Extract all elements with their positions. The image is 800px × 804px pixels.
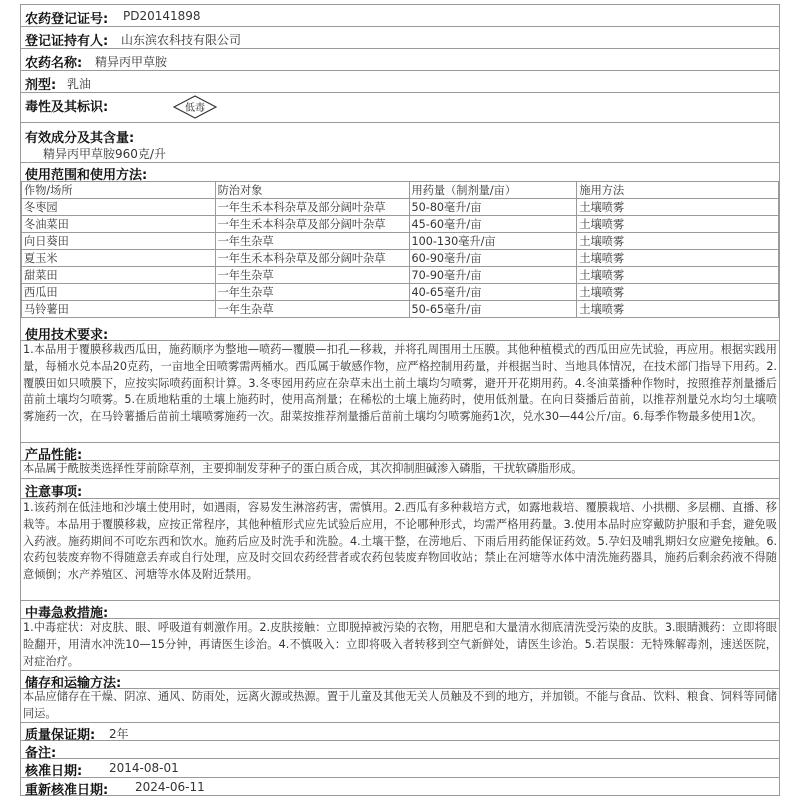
cell-target: 一年生禾本科杂草及部分阔叶杂草 [215, 199, 409, 216]
table-row [22, 250, 779, 267]
warranty-value: 2年 [109, 727, 129, 741]
cell-dosage: 60-90毫升/亩 [409, 250, 577, 267]
usage-table-header-row [22, 182, 779, 199]
cell-crop: 夏玉米 [22, 250, 216, 267]
technical-label: 使用技术要求: [25, 328, 109, 343]
cell-target: 一年生禾本科杂草及部分阔叶杂草 [215, 250, 409, 267]
performance-header-row [21, 443, 779, 461]
table-row [22, 284, 779, 301]
storage-body-row [21, 689, 779, 723]
cell-dosage: 50-65毫升/亩 [409, 301, 577, 318]
precautions-label: 注意事项: [25, 485, 83, 500]
cell-crop: 冬枣园 [22, 199, 216, 216]
form-row [21, 71, 779, 93]
performance-text: 本品属于酰胺类选择性芽前除草剂，主要抑制发芽种子的蛋白质合成，其次抑制胆碱渗入磷脂，干扰软磷脂形成。 [23, 462, 583, 475]
approve-date-row [21, 759, 779, 778]
performance-label: 产品性能: [25, 448, 83, 463]
usage-header-method: 施用方法 [577, 182, 779, 199]
cell-crop: 甜菜田 [22, 267, 216, 284]
cell-crop: 向日葵田 [22, 233, 216, 250]
cell-target: 一年生杂草 [215, 267, 409, 284]
cell-target: 一年生杂草 [215, 301, 409, 318]
ingredient-value: 精异丙甲草胺960克/升 [43, 147, 166, 161]
cell-dosage: 40-65毫升/亩 [409, 284, 577, 301]
toxicity-row [21, 93, 779, 123]
table-row [22, 233, 779, 250]
reapprove-date-row [21, 778, 779, 796]
cert-no-value: PD20141898 [123, 9, 201, 23]
table-row [22, 216, 779, 233]
first-aid-label: 中毒急救措施: [25, 606, 109, 621]
holder-row [21, 27, 779, 49]
reapprove-date-label: 重新核准日期: [25, 783, 109, 798]
usage-header-dosage: 用药量（制剂量/亩） [409, 182, 577, 199]
first-aid-text: 1.中毒症状：对皮肤、眼、呼吸道有刺激作用。2.皮肤接触：立即脱掉被污染的衣物，用肥皂和大量清水彻底清洗受污染的皮肤。3.眼睛溅药：立即将眼睑翻开，用清水冲洗10—15分钟，再请医生诊治。4.不慎吸入：立即将吸入者转移到空气新鲜处，请医生诊治。5.若误服：无特殊解毒剂，速送医院，对症治疗。 [23, 621, 777, 668]
remark-label: 备注: [25, 746, 57, 761]
toxicity-label: 毒性及其标识: [25, 100, 109, 115]
storage-text: 本品应储存在干燥、阴凉、通风、防雨处，远离火源或热源。置于儿童及其他无关人员触及不到的地方，并加锁。不能与食品、饮料、粮食、饲料等同储同运。 [23, 690, 777, 720]
cell-crop: 冬油菜田 [22, 216, 216, 233]
usage-label: 使用范围和使用方法: [25, 168, 148, 183]
usage-table [21, 181, 779, 318]
pesticide-registration-document [20, 4, 780, 796]
precautions-text: 1.该药剂在低洼地和沙壤土使用时，如遇雨，容易发生淋溶药害，需慎用。2.西瓜有多种栽培方式，如露地栽培、覆膜栽培、小拱棚、多层棚、直播、移栽等。本品用于覆膜移栽，应按正常程序，其他种植形式应先试验后应用，不论哪种形式，均需严格用药量。3.使用本品时应穿戴防护服和手套，避免吸入药液。施药期间不可吃东西和饮水。施药后应及时洗手和洗脸。4.土壤干整，在涝地后、下雨后用药能保证药效。5.孕妇及哺乳期妇女应避免接触。6.农药包装废弃物不得随意丢弃或自行处理，应及时交回农药经营者或农药包装废弃物回收站；禁止在河塘等水体中清洗施药器具，施药后剩余药液不得随意倾倒；水产养殖区、河塘等水体及附近禁用。 [23, 501, 777, 582]
approve-date-value: 2014-08-01 [109, 761, 179, 775]
cell-dosage: 45-60毫升/亩 [409, 216, 577, 233]
cell-target: 一年生禾本科杂草及部分阔叶杂草 [215, 216, 409, 233]
cell-target: 一年生杂草 [215, 233, 409, 250]
approve-date-label: 核准日期: [25, 764, 83, 779]
first-aid-body-row [21, 619, 779, 671]
technical-text: 1.本品用于覆膜移栽西瓜田，施药顺序为整地—喷药—覆膜—扣孔—移栽，并将孔周围用土压膜。其他种植模式的西瓜田应先试验，再应用。根据实践用量，每桶水兑本品20克药，一亩地全田喷雾需两桶水。西瓜属于敏感作物，应严格控制用药量，并根据当时、当地具体情况，在技术部门指导下用药。2.覆膜田如只喷膜下，应按实际喷药面积计算。3.冬枣园用药应在杂草未出土前土壤均匀喷雾，避开开花期用药。4.冬油菜播种作物时，按照推荐剂量播后苗前土壤均匀喷雾。5.在质地粘重的土壤上施药时，使用高剂量；在稀松的土壤上施药时，使用低剂量。在向日葵播后苗前，以推荐剂量兑水均匀土壤喷雾施药一次，在马铃薯播后苗前土壤喷雾施药一次。甜菜按推荐剂量播后苗前土壤均匀喷雾施药1次，兑水30—44公斤/亩。6.每季作物最多使用1次。 [23, 343, 777, 424]
form-value: 乳油 [67, 77, 92, 91]
remark-row [21, 741, 779, 759]
ingredient-row [21, 123, 779, 163]
cell-crop: 马铃薯田 [22, 301, 216, 318]
form-label: 剂型: [25, 78, 57, 93]
cell-method: 土壤喷雾 [577, 233, 779, 250]
cell-method: 土壤喷雾 [577, 284, 779, 301]
usage-row [21, 163, 779, 181]
precautions-header-row [21, 479, 779, 499]
warranty-label: 质量保证期: [25, 728, 96, 743]
name-row [21, 49, 779, 71]
precautions-body-row [21, 499, 779, 601]
first-aid-header-row [21, 601, 779, 619]
table-row [22, 301, 779, 318]
cell-method: 土壤喷雾 [577, 216, 779, 233]
cell-target: 一年生杂草 [215, 284, 409, 301]
ingredient-label: 有效成分及其含量: [25, 131, 135, 146]
usage-header-target: 防治对象 [215, 182, 409, 199]
cell-method: 土壤喷雾 [577, 301, 779, 318]
cert-no-row [21, 5, 779, 27]
cell-dosage: 100-130毫升/亩 [409, 233, 577, 250]
cell-method: 土壤喷雾 [577, 267, 779, 284]
storage-header-row [21, 671, 779, 689]
name-label: 农药名称: [25, 56, 83, 71]
name-value: 精异丙甲草胺 [95, 55, 168, 69]
cell-dosage: 70-90毫升/亩 [409, 267, 577, 284]
technical-header-row [21, 323, 779, 341]
cell-method: 土壤喷雾 [577, 199, 779, 216]
reapprove-date-value: 2024-06-11 [135, 780, 205, 794]
toxicity-mark-text: 低毒 [185, 103, 205, 114]
storage-label: 储存和运输方法: [25, 676, 122, 691]
warranty-row [21, 723, 779, 741]
table-row [22, 267, 779, 284]
cell-dosage: 50-80毫升/亩 [409, 199, 577, 216]
table-row [22, 199, 779, 216]
cert-no-label: 农药登记证号: [25, 12, 109, 27]
holder-label: 登记证持有人: [25, 34, 109, 49]
performance-body-row [21, 461, 779, 479]
technical-body-row [21, 341, 779, 443]
holder-value: 山东滨农科技有限公司 [121, 33, 242, 47]
low-toxicity-mark [173, 95, 217, 119]
usage-header-crop: 作物/场所 [22, 182, 216, 199]
cell-method: 土壤喷雾 [577, 250, 779, 267]
cell-crop: 西瓜田 [22, 284, 216, 301]
